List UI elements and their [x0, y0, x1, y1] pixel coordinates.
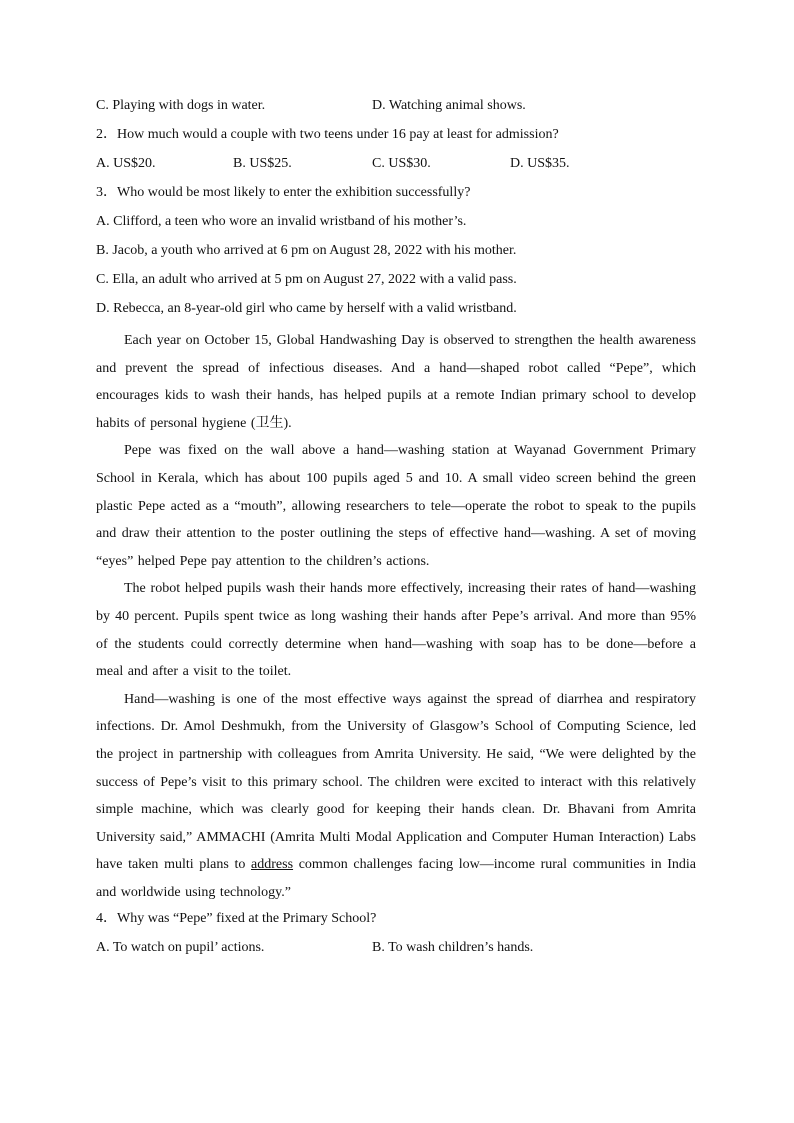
p4-text-before: Hand—washing is one of the most effective ways against the spread of diarrhea and respiratory infections. Dr. Amol Deshmukh, from the University of Glasgow’s School of Computing Science, led the project in partnership with colleagues from Amrita University. He said, “We were delighted by the success of Pepe’s visit to this primary school. The children were excited to interact with this relatively simple machine, which was clearly good for keeping their hands clean. Dr. Bhavani from Amrita University said,” AMMACHI (Amrita Multi Modal Application and Computer Human Interaction) Labs have taken multi plans to [96, 691, 696, 873]
q1-options-cd [96, 95, 696, 124]
passage-paragraph-1: Each year on October 15, Global Handwashing Day is observed to strengthen the health awareness and prevent the spread of infectious diseases. And a hand—shaped robot called “Pepe”, which encourages kids to wash their hands, has helped pupils at a remote Indian primary school to develop habits of personal hygiene (卫生). [96, 333, 696, 431]
q2-option-b: B. US$25. [233, 156, 292, 171]
q2-option-d: D. US$35. [510, 156, 570, 171]
q4-options [96, 937, 696, 966]
passage-paragraph-2: Pepe was fixed on the wall above a hand—washing station at Wayanad Government Primary School in Kerala, which has about 100 pupils aged 5 and 10. A small video screen behind the green plastic Pepe acted as a “mouth”, allowing researchers to tele—operate the robot to speak to the pupils and draw their attention to the poster outlining the steps of effective hand—washing. A set of moving “eyes” helped Pepe pay attention to the children’s actions. [96, 443, 696, 569]
q4-option-b: B. To wash children’s hands. [372, 940, 534, 956]
q1-option-c: C. Playing with dogs in water. [96, 98, 266, 113]
q1-option-d: D. Watching animal shows. [372, 98, 526, 113]
passage-paragraph-4 [96, 686, 696, 907]
p4-text-after: common challenges facing low—income rural communities in India and worldwide using technology.” [96, 857, 696, 900]
q4-stem: 4．Why was “Pepe” fixed at the Primary School? [96, 911, 377, 927]
q2-options [96, 153, 696, 182]
q2-option-c: C. US$30. [372, 156, 431, 171]
q3-option-d: D. Rebecca, an 8-year-old girl who came by herself with a valid wristband. [96, 301, 517, 316]
exam-page [96, 95, 696, 966]
q4-option-a: A. To watch on pupil’ actions. [96, 940, 265, 956]
q3-option-a: A. Clifford, a teen who wore an invalid wristband of his mother’s. [96, 214, 467, 229]
q3-stem: 3．Who would be most likely to enter the exhibition successfully? [96, 185, 471, 200]
q3-option-c: C. Ella, an adult who arrived at 5 pm on August 27, 2022 with a valid pass. [96, 272, 517, 287]
q2-stem: 2．How much would a couple with two teens under 16 pay at least for admission? [96, 127, 559, 142]
passage-paragraph-3: The robot helped pupils wash their hands more effectively, increasing their rates of hand—washing by 40 percent. Pupils spent twice as long washing their hands after Pepe’s arrival. And more than 95% of the students could correctly determine when hand—washing with soap has to be done—before a meal and after a visit to the toilet. [96, 581, 696, 680]
q2-option-a: A. US$20. [96, 156, 156, 171]
underlined-word: address [251, 857, 294, 873]
q3-option-b: B. Jacob, a youth who arrived at 6 pm on August 28, 2022 with his mother. [96, 243, 517, 258]
